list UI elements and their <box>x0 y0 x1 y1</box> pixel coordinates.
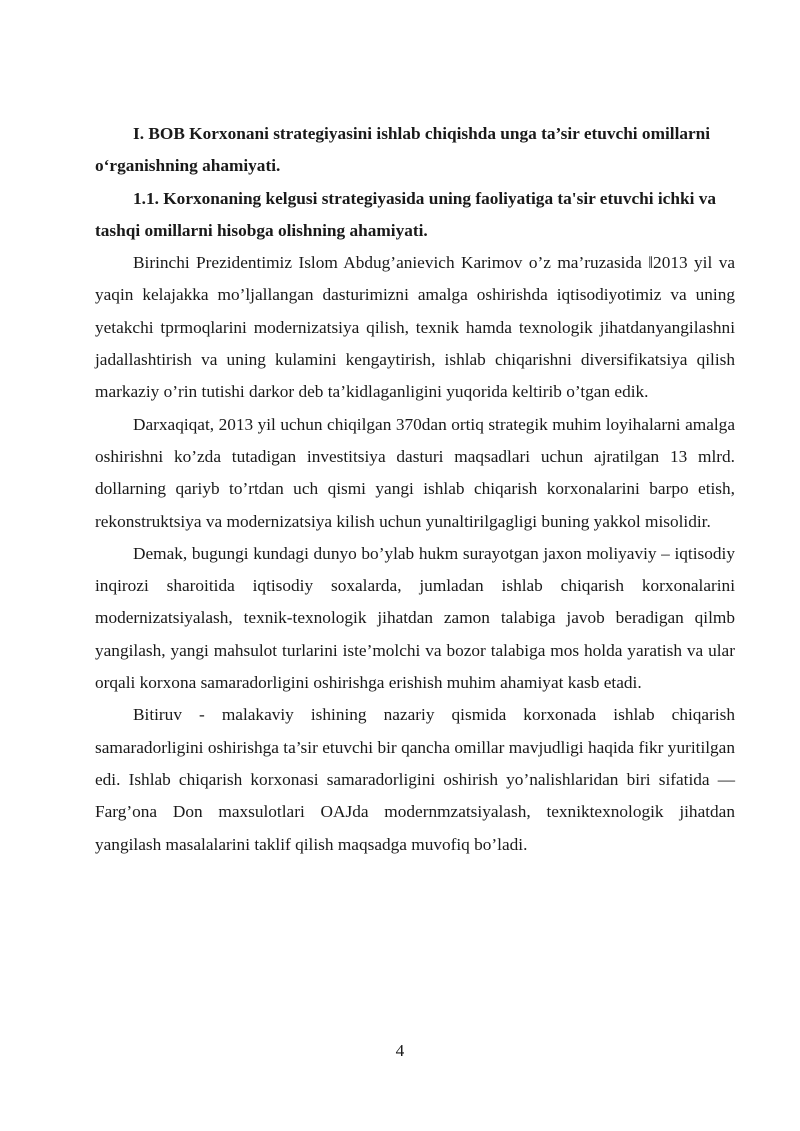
page-number: 4 <box>395 1041 405 1060</box>
document-page <box>95 118 735 861</box>
paragraph-1: Birinchi Prezidentimiz Islom Abdug’anievich Karimov o’z ma’ruzasida ‖2013 yil va yaqin kelajakka mo’ljallangan dasturimizni amalga oshirishda iqtisodiyotimiz va uning yetakchi tprmoqlarini modernizatsiya qilish, texnik hamda texnologik jihatdanyangilashni jadallashtirish va uning kulamini kengaytirish, ishlab chiqarishni diversifikatsiya qilish markaziy o’rin tutishi darkor deb ta’kidlaganligini yuqorida keltirib o’tgan edik. <box>95 253 735 402</box>
paragraph-2: Darxaqiqat, 2013 yil uchun chiqilgan 370dan ortiq strategik muhim loyihalarni amalga oshirishni ko’zda tutadigan investitsiya dasturi maqsadlari uchun ajratilgan 13 mlrd. dollarning qariyb to’rtdan uch qismi yangi ishlab chiqarish korxonalarini barpo etish, rekonstruktsiya va modernizatsiya kilish uchun yunaltirilgagligi buning yakkol misolidir. <box>95 414 735 531</box>
chapter-heading: I. BOB Korxonani strategiyasini ishlab chiqishda unga ta’sir etuvchi omillarni o‘rganishning ahamiyati. <box>95 124 711 176</box>
paragraph-3: Demak, bugungi kundagi dunyo bo’ylab hukm surayotgan jaxon moliyaviy – iqtisodiy inqirozi sharoitida iqtisodiy soxalarda, jumladan ishlab chiqarish korxonalarini modernizatsiyalash, texnik-texnologik jihatdan zamon talabiga javob beradigan qilmb yangilash, yangi mahsulot turlarini iste’molchi va bozor talabiga mos holda yaratish va ular orqali korxona samaradorligini oshirishga erishish muhim ahamiyat kasb etadi. <box>95 543 735 693</box>
section-heading: 1.1. Korxonaning kelgusi strategiyasida uning faoliyatiga ta'sir etuvchi ichki va tashqi omillarni hisobga olishning ahamiyati. <box>95 188 716 240</box>
paragraph-4: Bitiruv - malakaviy ishining nazariy qismida korxonada ishlab chiqarish samaradorligini oshirishga ta’sir etuvchi bir qancha omillar mavjudligi haqida fikr yuritilgan edi. Ishlab chiqarish korxonasi samaradorligini oshirish yo’nalishlaridan biri sifatida — Farg’ona Don maxsulotlari OAJda modernmzatsiyalash, texniktexnologik jihatdan yangilash masalalarini taklif qilish maqsadga muvofiq bo’ladi. <box>95 705 735 854</box>
